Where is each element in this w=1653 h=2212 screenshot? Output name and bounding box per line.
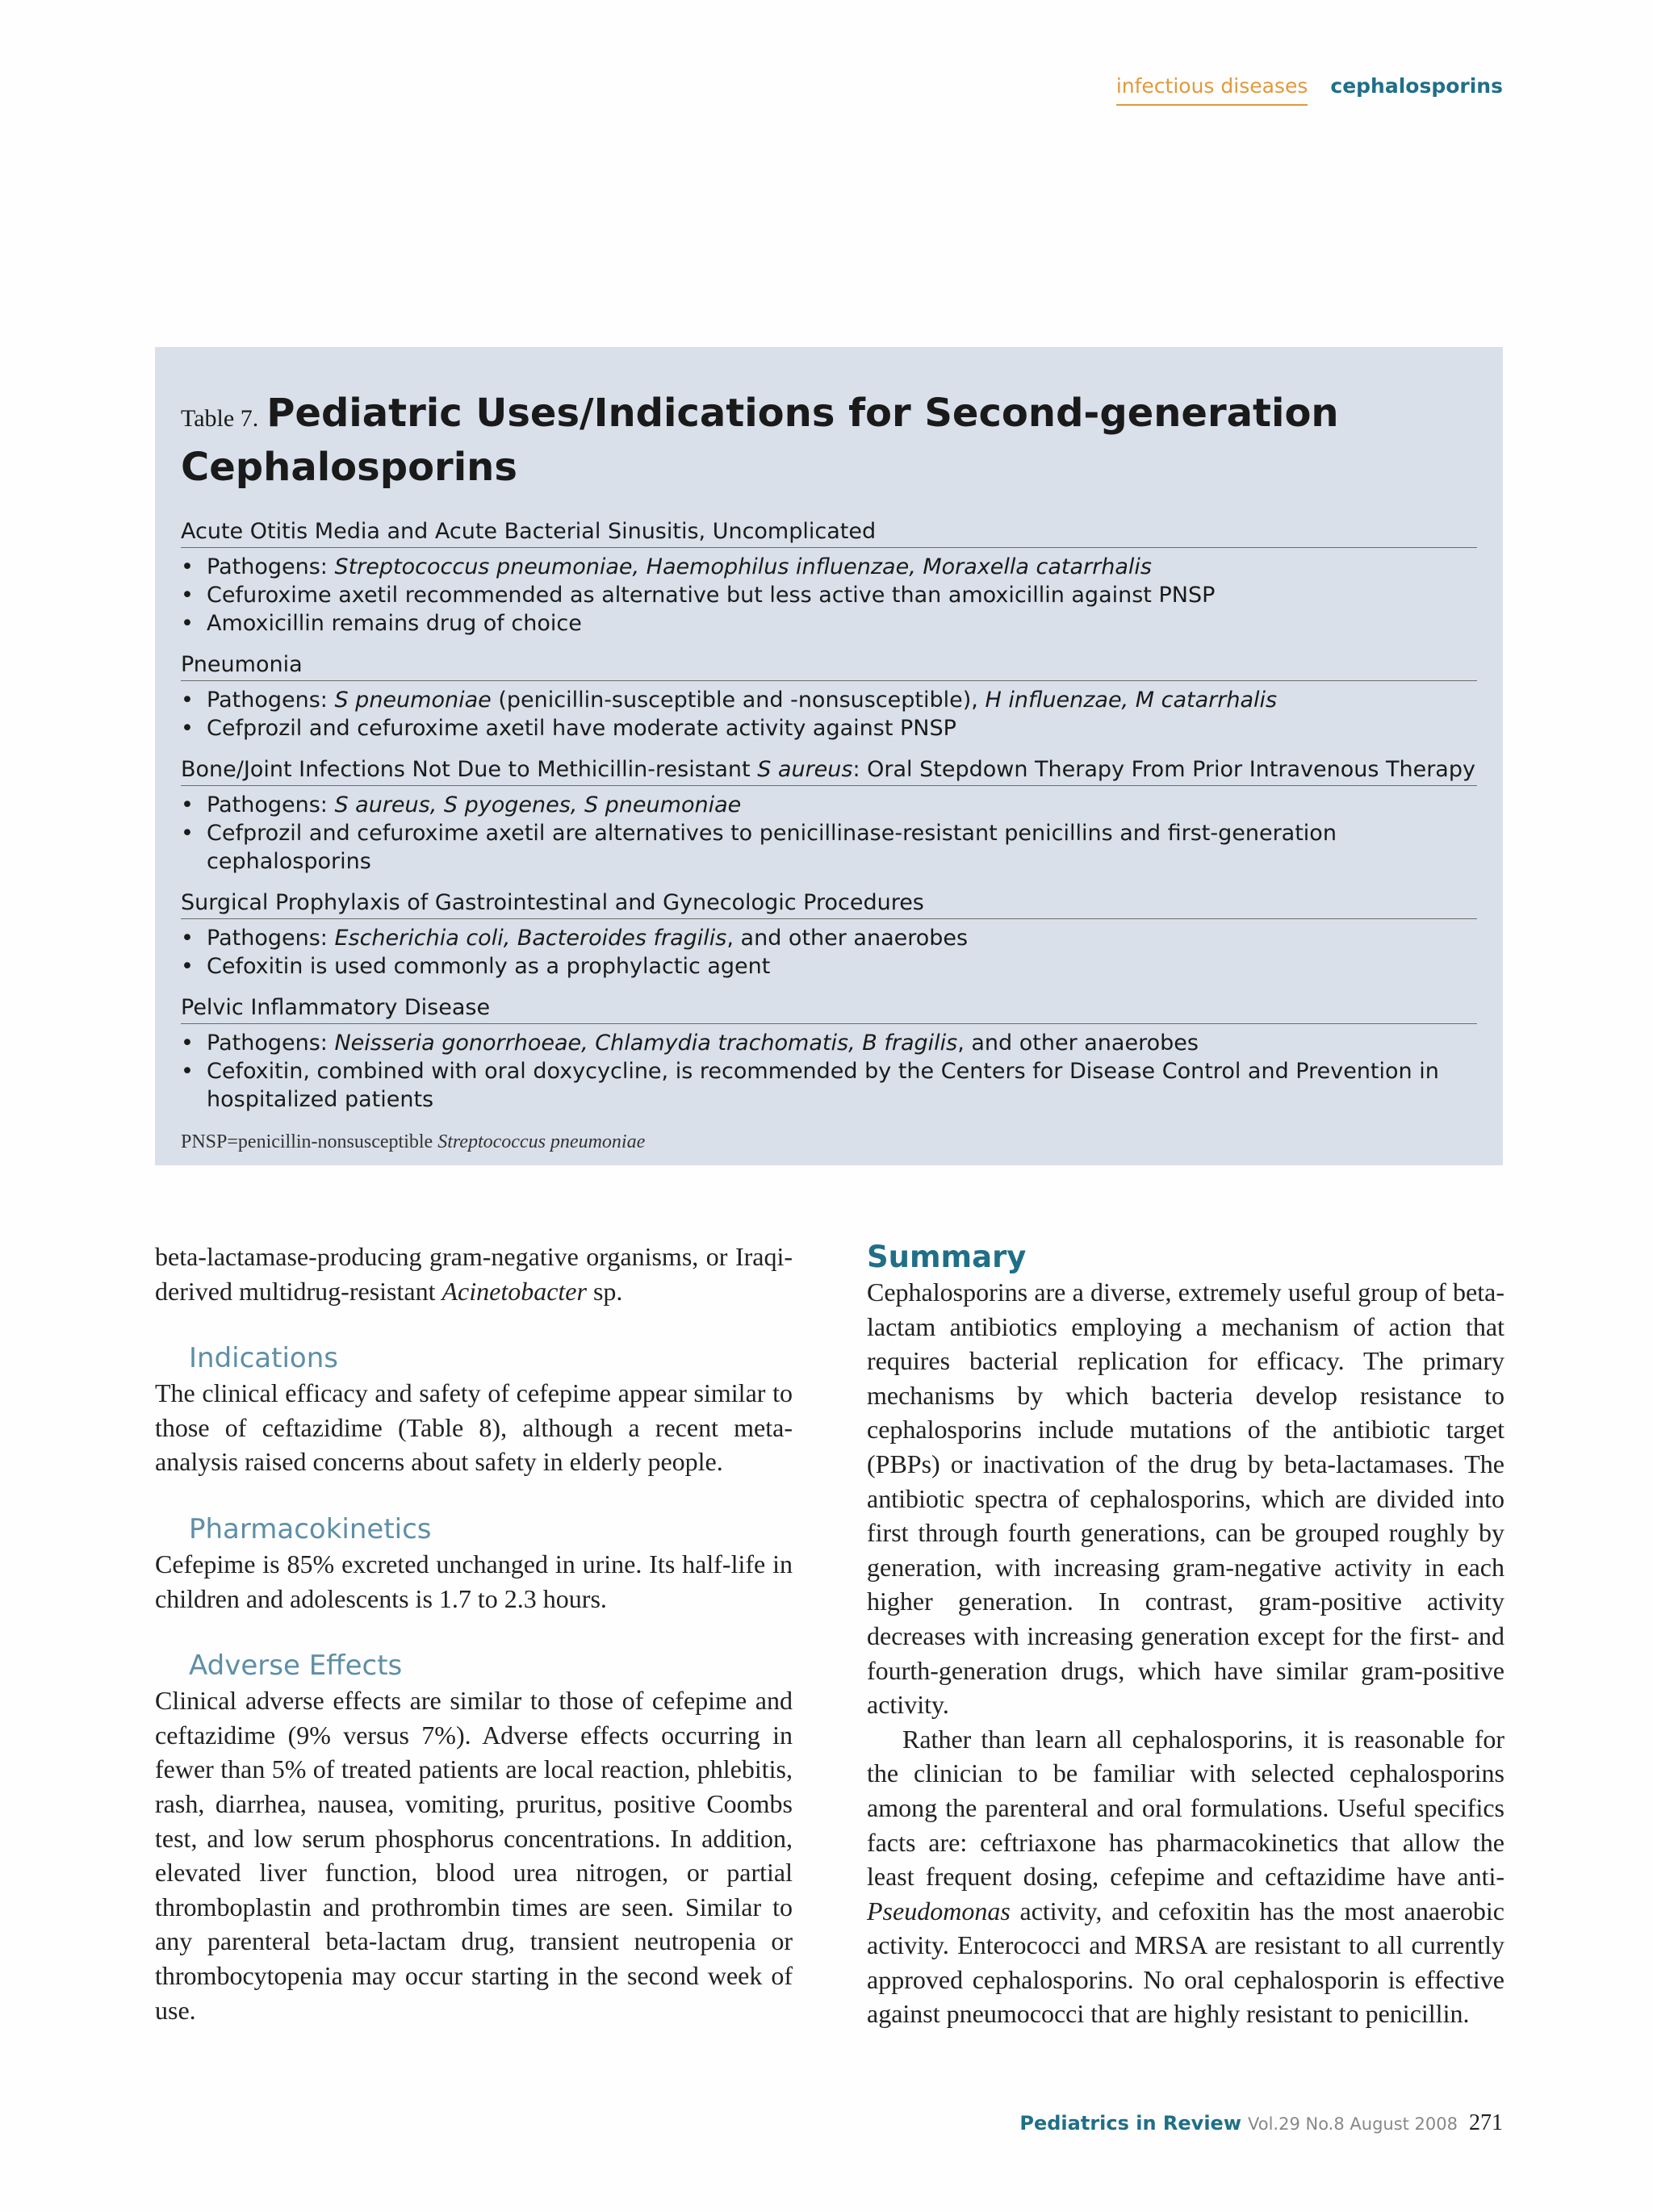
table-bullet: • Cefprozil and cefuroxime axetil are alternatives to penicillinase-resistant penicillins and first-generation cephalosporins bbox=[181, 819, 1477, 876]
table-bullet: • Cefuroxime axetil recommended as alternative but less active than amoxicillin against PNSP bbox=[181, 581, 1477, 609]
issue-info: Vol.29 No.8 August 2008 bbox=[1248, 2114, 1458, 2134]
table-section-heading: Acute Otitis Media and Acute Bacterial Sinusitis, Uncomplicated bbox=[181, 519, 1477, 548]
table-section-heading: Pelvic Inflammatory Disease bbox=[181, 995, 1477, 1024]
table-section-heading: Pneumonia bbox=[181, 652, 1477, 681]
table-bullet: • Pathogens: Escherichia coli, Bacteroides fragilis, and other anaerobes bbox=[181, 924, 1477, 952]
table-section-list bbox=[181, 791, 1477, 876]
right-column bbox=[867, 1240, 1504, 2031]
table-bullet: • Cefoxitin is used commonly as a prophylactic agent bbox=[181, 952, 1477, 981]
table-section-list bbox=[181, 924, 1477, 981]
body-paragraph: The clinical efficacy and safety of cefepime appear similar to those of ceftazidime (Table 8), although a recent meta-analysis raised concerns about safety in elderly people. bbox=[155, 1378, 793, 1477]
topic-label: cephalosporins bbox=[1330, 74, 1503, 98]
table-section-list bbox=[181, 686, 1477, 742]
journal-name: Pediatrics in Review bbox=[1019, 2112, 1241, 2135]
page-number: 271 bbox=[1469, 2110, 1503, 2135]
body-paragraph: Clinical adverse effects are similar to those of cefepime and ceftazidime (9% versus 7%). Adverse effects occurring in fewer than 5% of treated patients are local reaction, phlebitis, rash, diarrhea, nausea, vomiting, pruritus, positive Coombs test, and low serum phosphorus concentrations. In addition, elevated liver function, blood urea nitrogen, or partial thromboplastin and prothrombin times are seen. Similar to any parenteral beta-lactam drug, transient neutropenia or thrombocytopenia may occur starting in the second week of use. bbox=[155, 1686, 793, 2025]
body-paragraph: beta-lactamase-producing gram-negative organisms, or Iraqi-derived multidrug-resistant Acinetobacter sp. bbox=[155, 1242, 793, 1306]
table-7 bbox=[155, 347, 1503, 1165]
body-paragraph: Cefepime is 85% excreted unchanged in urine. Its half-life in children and adolescents is 1.7 to 2.3 hours. bbox=[155, 1549, 793, 1613]
adverse-effects-heading: Adverse Effects bbox=[189, 1650, 403, 1683]
table-section-heading: Surgical Prophylaxis of Gastrointestinal and Gynecologic Procedures bbox=[181, 890, 1477, 919]
pharmacokinetics-heading: Pharmacokinetics bbox=[189, 1512, 432, 1545]
table-bullet: • Pathogens: S pneumoniae (penicillin-susceptible and -nonsusceptible), H influenzae, M catarrhalis bbox=[181, 686, 1477, 714]
summary-heading: Summary bbox=[867, 1240, 1027, 1274]
table-section-heading: Bone/Joint Infections Not Due to Methicillin-resistant S aureus: Oral Stepdown Therapy From Prior Intravenous Therapy bbox=[181, 757, 1477, 786]
table-bullet: • Cefoxitin, combined with oral doxycycline, is recommended by the Centers for Disease Control and Prevention in hospitalized patients bbox=[181, 1057, 1477, 1114]
table-bullet: • Pathogens: S aureus, S pyogenes, S pneumoniae bbox=[181, 791, 1477, 819]
table-label: Table 7. bbox=[181, 405, 259, 432]
table-bullet: • Pathogens: Neisseria gonorrhoeae, Chlamydia trachomatis, B fragilis, and other anaerobes bbox=[181, 1029, 1477, 1057]
table-footnote: PNSP=penicillin-nonsusceptible Streptococcus pneumoniae bbox=[181, 1131, 646, 1152]
section-label: infectious diseases bbox=[1116, 74, 1308, 106]
running-header bbox=[1116, 74, 1503, 106]
page-footer bbox=[1019, 2110, 1503, 2136]
table-title-text: Pediatric Uses/Indications for Second-generation Cephalosporins bbox=[181, 391, 1339, 490]
table-section-list bbox=[181, 553, 1477, 638]
left-column bbox=[155, 1240, 793, 2027]
body-paragraph: Cephalosporins are a diverse, extremely useful group of beta-lactam antibiotics employing a mechanism of action that requires bacterial replication for efficacy. The primary mechanisms by which bacteria develop resistance to cephalosporins include mutations of the antibiotic target (PBPs) or inactivation of the drug by beta-lactamases. The antibiotic spectra of cephalosporins, which are divided into first through fourth generations, can be grouped roughly by generation, with increasing gram-negative activity in each higher generation. In contrast, gram-positive activity decreases with increasing generation except for the first- and fourth-generation drugs, which have similar gram-positive activity. bbox=[867, 1277, 1504, 1720]
table-bullet: • Cefprozil and cefuroxime axetil have moderate activity against PNSP bbox=[181, 714, 1477, 742]
table-title bbox=[181, 389, 1477, 491]
table-bullet: • Pathogens: Streptococcus pneumoniae, Haemophilus influenzae, Moraxella catarrhalis bbox=[181, 553, 1477, 581]
table-bullet: • Amoxicillin remains drug of choice bbox=[181, 609, 1477, 638]
body-paragraph: Rather than learn all cephalosporins, it is reasonable for the clinician to be familiar with selected cephalosporins among the parenteral and oral formulations. Useful specifics facts are: ceftriaxone has pharmacokinetics that allow the least frequent dosing, cefepime and ceftazidime have anti-Pseudomonas activity, and cefoxitin has the most anaerobic activity. Enterococci and MRSA are resistant to all currently approved cephalosporins. No oral cephalosporin is effective against pneumococci that are highly resistant to penicillin. bbox=[867, 1724, 1504, 2029]
indications-heading: Indications bbox=[189, 1342, 338, 1375]
table-section-list bbox=[181, 1029, 1477, 1114]
